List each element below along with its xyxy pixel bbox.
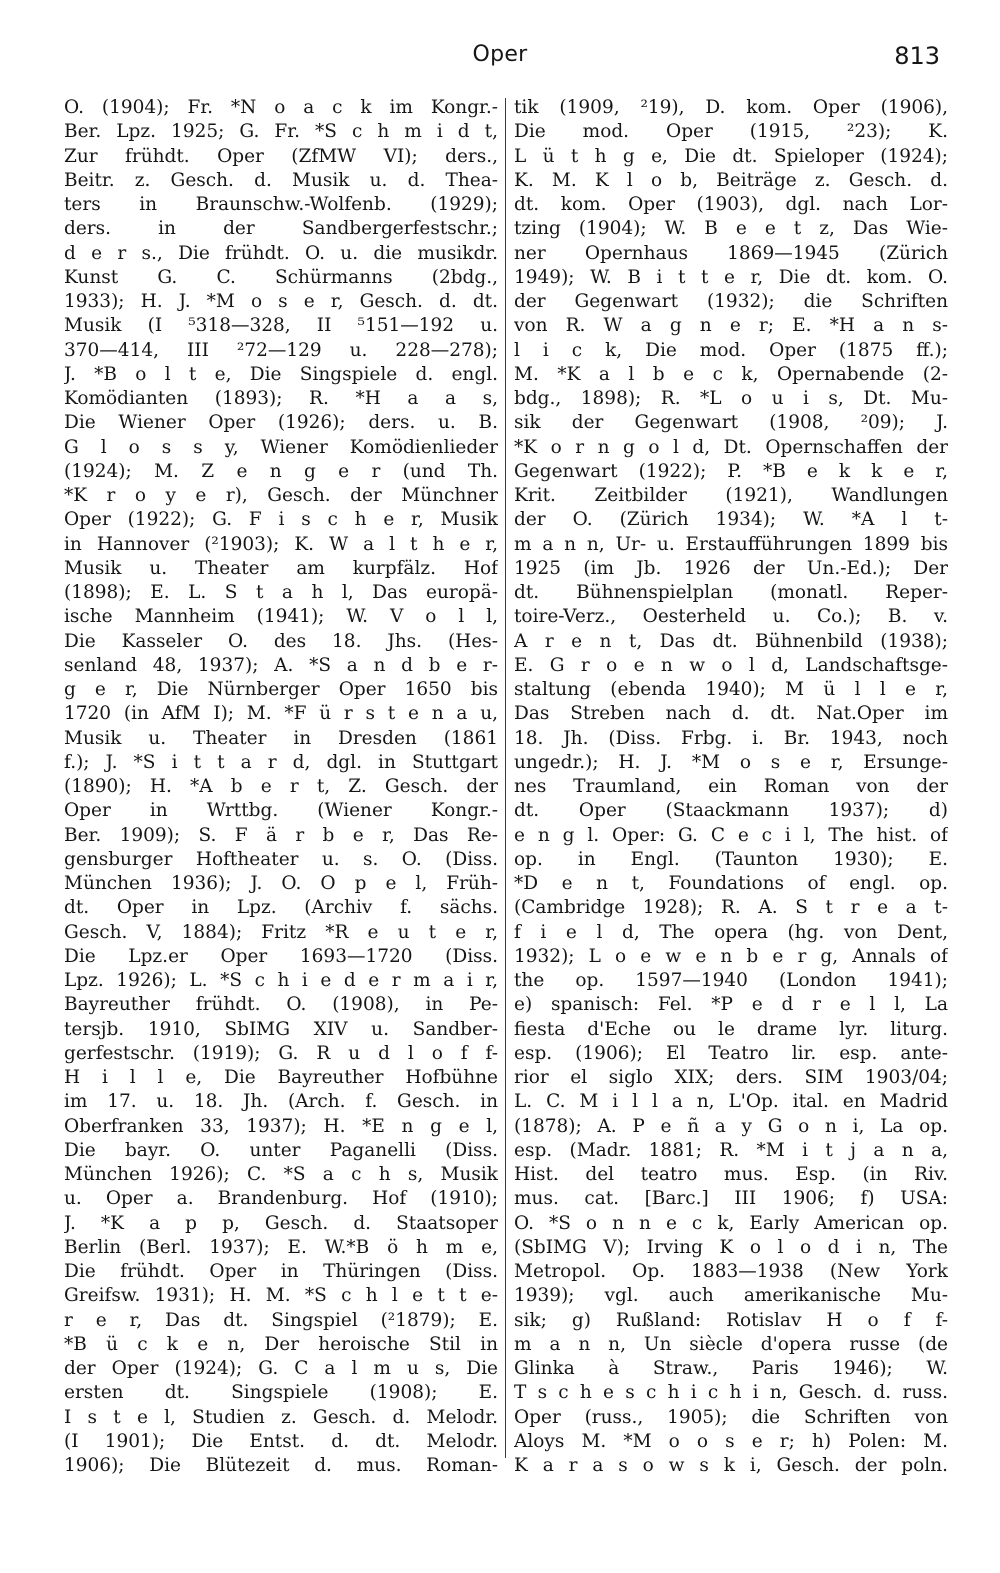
text-line: *K o r n g o l d, Dt. Opernschaffen der — [514, 436, 948, 458]
text-line: München 1926); C. *S a c h s, Musik — [64, 1164, 498, 1185]
text-line: Beitr. z. Gesch. d. Musik u. d. Thea- — [64, 169, 498, 191]
text-line: T s c h e s c h i c h i n, Gesch. d. russ. — [514, 1382, 948, 1404]
text-line: Oper in Wrttbg. (Wiener Kongr.- — [64, 800, 498, 822]
text-line: dt. Oper (Staackmann 1937); d) — [514, 800, 948, 822]
text-line: op. in Engl. (Taunton 1930); E. — [514, 848, 948, 870]
text-line: e n g l. Oper: G. C e c i l, The hist. of — [514, 824, 948, 846]
text-line: E. G r o e n w o l d, Landschaftsge- — [514, 654, 948, 676]
text-line: *D e n t, Foundations of engl. op. — [514, 873, 948, 894]
text-line: senland 48, 1937); A. *S a n d b e r- — [64, 654, 498, 676]
text-line: dt. kom. Oper (1903), dgl. nach Lor- — [514, 194, 948, 215]
text-line: der Gegenwart (1932); die Schriften — [514, 291, 948, 312]
text-line: Oberfranken 33, 1937); H. *E n g e l, — [64, 1115, 498, 1137]
text-line: ders. in der Sandbergerfestschr.; — [64, 218, 498, 240]
text-line: esp. (1906); El Teatro lir. esp. ante- — [514, 1042, 948, 1064]
text-line: Musik u. Theater in Dresden (1861 — [64, 727, 498, 749]
text-line: Die bayr. O. unter Paganelli (Diss. — [64, 1139, 498, 1161]
text-line: tersjb. 1910, SbIMG XIV u. Sandber- — [64, 1018, 498, 1040]
text-line: Kunst G. C. Schürmanns (2bdg., — [64, 266, 498, 288]
text-line: Die Kasseler O. des 18. Jhs. (Hes- — [64, 630, 498, 652]
text-line: esp. (Madr. 1881; R. *M i t j a n a, — [514, 1139, 948, 1161]
text-line: Oper (russ., 1905); die Schriften von — [514, 1406, 948, 1428]
text-line: J. *K a p p, Gesch. d. Staatsoper — [64, 1212, 498, 1234]
text-line: 1932); L o e w e n b e r g, Annals of — [514, 945, 948, 967]
text-line: gerfestschr. (1919); G. R u d l o f f- — [64, 1042, 498, 1064]
text-line: H i l l e, Die Bayreuther Hofbühne — [64, 1067, 498, 1088]
text-line: K. M. K l o b, Beiträge z. Gesch. d. — [514, 169, 948, 191]
text-line: sik; g) Rußland: Rotislav H o f f- — [514, 1309, 948, 1331]
text-line: Greifsw. 1931); H. M. *S c h l e t t e- — [64, 1285, 498, 1307]
text-line: (Cambridge 1928); R. A. S t r e a t- — [514, 897, 948, 919]
text-line: fiesta d'Eche ou le drame lyr. liturg. — [514, 1018, 948, 1040]
text-line: (1924); M. Z e n g e r (und Th. — [64, 460, 498, 482]
text-line: I s t e l, Studien z. Gesch. d. Melodr. — [64, 1406, 498, 1428]
text-line: Metropol. Op. 1883—1938 (New York — [514, 1261, 948, 1282]
text-line: Gegenwart (1922); P. *B e k k e r, — [514, 460, 948, 482]
text-line: O. (1904); Fr. *N o a c k im Kongr.- — [64, 97, 498, 118]
text-line: ische Mannheim (1941); W. V o l l, — [64, 606, 498, 628]
text-line: Bayreuther frühdt. O. (1908), in Pe- — [64, 994, 498, 1016]
page-number: 813 — [894, 42, 940, 70]
text-line: Ber. 1909); S. F ä r b e r, Das Re- — [64, 824, 498, 846]
text-line: 1933); H. J. *M o s e r, Gesch. d. dt. — [64, 291, 498, 312]
running-head — [64, 42, 940, 82]
text-line: tzing (1904); W. B e e t z, Das Wie- — [514, 218, 948, 240]
text-line: r e r, Das dt. Singspiel (²1879); E. — [64, 1309, 498, 1331]
left-text-column — [64, 96, 498, 1478]
text-line: Krit. Zeitbilder (1921), Wandlungen — [514, 485, 948, 506]
text-line: dt. Oper in Lpz. (Archiv f. sächs. — [64, 897, 498, 919]
text-line: *B ü c k e n, Der heroische Stil in — [64, 1333, 498, 1355]
text-line: f i e l d, The opera (hg. von Dent, — [514, 921, 948, 943]
text-line: (SbIMG V); Irving K o l o d i n, The — [514, 1236, 948, 1258]
text-line: L. C. M i l l a n, L'Op. ital. en Madrid — [514, 1091, 948, 1113]
text-line: m a n n, Un siècle d'opera russe (de — [514, 1333, 948, 1355]
text-line: der Oper (1924); G. C a l m u s, Die — [64, 1358, 498, 1379]
text-line: K a r a s o w s k i, Gesch. der poln. — [514, 1455, 948, 1476]
text-line: A r e n t, Das dt. Bühnenbild (1938); — [514, 630, 948, 652]
text-line: Lpz. 1926); L. *S c h i e d e r m a i r, — [64, 970, 498, 991]
text-line: Komödianten (1893); R. *H a a s, — [64, 388, 498, 409]
text-line: Berlin (Berl. 1937); E. W.*B ö h m e, — [64, 1236, 498, 1258]
text-line: d e r s., Die frühdt. O. u. die musikdr. — [64, 242, 498, 264]
text-line: L ü t h g e, Die dt. Spieloper (1924); — [514, 145, 948, 167]
text-line: (1878); A. P e ñ a y G o n i, La op. — [514, 1115, 948, 1137]
text-line: Musik (I ⁵318—328, II ⁵151—192 u. — [64, 315, 498, 337]
text-line: M. *K a l b e c k, Opernabende (2- — [514, 363, 948, 385]
text-line: J. *B o l t e, Die Singspiele d. engl. — [64, 363, 498, 385]
text-line: Die Wiener Oper (1926); ders. u. B. — [64, 412, 498, 434]
text-line: u. Oper a. Brandenburg. Hof (1910); — [64, 1188, 498, 1210]
text-line: Glinka à Straw., Paris 1946); W. — [514, 1358, 948, 1379]
text-line: 370—414, III ²72—129 u. 228—278); — [64, 339, 498, 361]
text-line: 1720 (in AfM I); M. *F ü r s t e n a u, — [64, 703, 498, 725]
text-line: (1890); H. *A b e r t, Z. Gesch. der — [64, 776, 498, 797]
text-line: ters in Braunschw.-Wolfenb. (1929); — [64, 194, 498, 215]
right-text-column — [514, 96, 948, 1478]
text-line: Die frühdt. Oper in Thüringen (Diss. — [64, 1261, 498, 1282]
text-line: toire-Verz., Oesterheld u. Co.); B. v. — [514, 606, 948, 628]
text-line: ner Opernhaus 1869—1945 (Zürich — [514, 242, 948, 264]
running-head-title: Oper — [472, 42, 528, 67]
text-line: ungedr.); H. J. *M o s e r, Ersunge- — [514, 751, 948, 773]
text-line: der O. (Zürich 1934); W. *A l t- — [514, 509, 948, 531]
text-line: in Hannover (²1903); K. W a l t h e r, — [64, 533, 498, 555]
column-divider — [505, 98, 506, 1458]
text-line: the op. 1597—1940 (London 1941); — [514, 970, 948, 991]
text-line: Die mod. Oper (1915, ²23); K. — [514, 121, 948, 143]
text-line: (I 1901); Die Entst. d. dt. Melodr. — [64, 1430, 498, 1452]
text-line: staltung (ebenda 1940); M ü l l e r, — [514, 679, 948, 700]
text-line: München 1936); J. O. O p e l, Früh- — [64, 873, 498, 894]
text-line: mus. cat. [Barc.] III 1906; f) USA: — [514, 1188, 948, 1210]
text-line: 18. Jh. (Diss. Frbg. i. Br. 1943, noch — [514, 727, 948, 749]
text-line: *K r o y e r), Gesch. der Münchner — [64, 485, 498, 506]
text-line: Musik u. Theater am kurpfälz. Hof — [64, 557, 498, 579]
text-line: 1906); Die Blütezeit d. mus. Roman- — [64, 1455, 498, 1476]
text-line: O. *S o n n e c k, Early American op. — [514, 1212, 948, 1234]
text-line: g e r, Die Nürnberger Oper 1650 bis — [64, 679, 498, 700]
text-line: Gesch. V, 1884); Fritz *R e u t e r, — [64, 921, 498, 943]
text-line: f.); J. *S i t t a r d, dgl. in Stuttgart — [64, 751, 498, 773]
text-line: 1949); W. B i t t e r, Die dt. kom. O. — [514, 266, 948, 288]
text-line: l i c k, Die mod. Oper (1875 ff.); — [514, 339, 948, 361]
text-line: e) spanisch: Fel. *P e d r e l l, La — [514, 994, 948, 1016]
text-line: (1898); E. L. S t a h l, Das europä- — [64, 582, 498, 603]
text-line: Hist. del teatro mus. Esp. (in Riv. — [514, 1164, 948, 1185]
text-line: tik (1909, ²19), D. kom. Oper (1906), — [514, 97, 948, 118]
text-line: 1925 (im Jb. 1926 der Un.-Ed.); Der — [514, 557, 948, 579]
text-line: im 17. u. 18. Jh. (Arch. f. Gesch. in — [64, 1091, 498, 1113]
text-line: sik der Gegenwart (1908, ²09); J. — [514, 412, 948, 434]
text-line: Oper (1922); G. F i s c h e r, Musik — [64, 509, 498, 531]
text-line: bdg., 1898); R. *L o u i s, Dt. Mu- — [514, 388, 948, 409]
text-line: m a n n, Ur- u. Erstaufführungen 1899 bis — [514, 533, 948, 555]
text-line: Die Lpz.er Oper 1693—1720 (Diss. — [64, 945, 498, 967]
text-line: Das Streben nach d. dt. Nat.Oper im — [514, 703, 948, 725]
text-line: Zur frühdt. Oper (ZfMW VI); ders., — [64, 145, 498, 167]
text-line: ersten dt. Singspiele (1908); E. — [64, 1382, 498, 1404]
text-line: von R. W a g n e r; E. *H a n s- — [514, 315, 948, 337]
text-line: dt. Bühnenspielplan (monatl. Reper- — [514, 582, 948, 603]
text-line: Aloys M. *M o o s e r; h) Polen: M. — [514, 1430, 948, 1452]
text-line: G l o s s y, Wiener Komödienlieder — [64, 436, 498, 458]
text-line: 1939); vgl. auch amerikanische Mu- — [514, 1285, 948, 1307]
text-line: gensburger Hoftheater u. s. O. (Diss. — [64, 848, 498, 870]
text-line: Ber. Lpz. 1925; G. Fr. *S c h m i d t, — [64, 121, 498, 143]
text-line: rior el siglo XIX; ders. SIM 1903/04; — [514, 1067, 948, 1088]
text-line: nes Traumland, ein Roman von der — [514, 776, 948, 797]
